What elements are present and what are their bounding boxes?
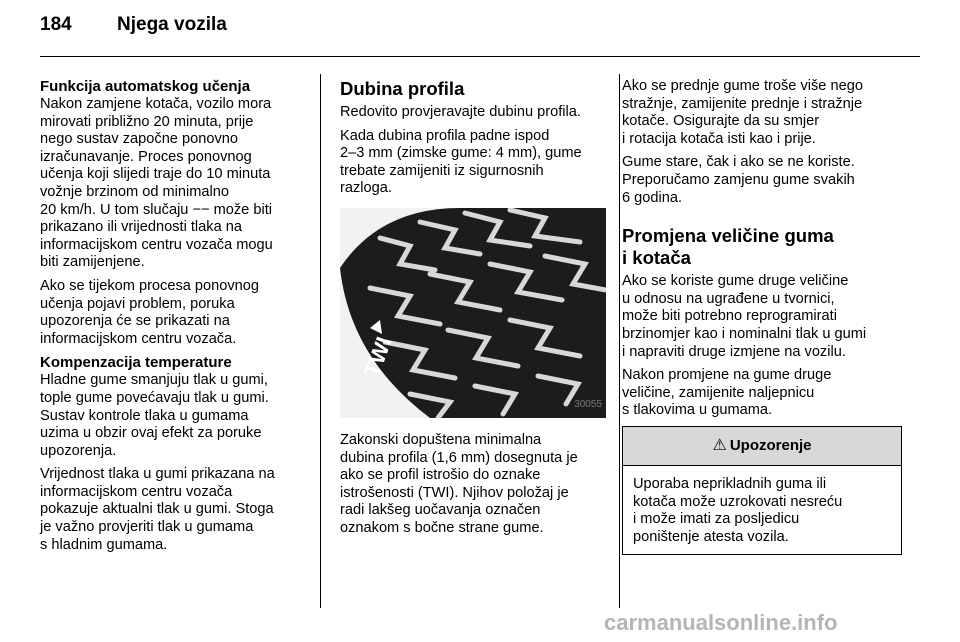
warning-text: Uporaba neprikladnih guma ili kotača može uzrokovati nesreću i može imati za posljedicu poništenje atesta vozila. <box>633 475 843 545</box>
text-part: može biti prikazano ili vrijednosti tlaka na informacijskom centru vozača mogu biti zamijenjene. <box>40 201 273 271</box>
text-part: Nakon zamjene kotača, vozilo mora mirovati približno 20 minuta, prije nego sustav započne ponovno izračunavanje. Proces ponovnog učenja koji slijedi traje do 10 minuta vožnje brzinom od minimalno 20 km/h. U tom slučaju <box>40 96 272 218</box>
tyre-tread-illustration <box>340 208 606 418</box>
paragraph-legal-minimum: Zakonski dopuštena minimalna dubina profila (1,6 mm) dosegnuta je ako se profil istrošio do oznake istrošenosti (TWI). Njihov položaj je radi lakšeg uočavanja označen oznakom s bočne strane gume. <box>340 431 578 536</box>
twi-marking: TWI <box>359 333 397 380</box>
column-1 <box>40 78 308 560</box>
warning-title: Upozorenje <box>729 437 812 455</box>
column-3 <box>622 78 904 555</box>
paragraph-auto-learn <box>40 96 308 272</box>
watermark: carmanualsonline.info <box>604 610 838 635</box>
paragraph-relearn-problem: Ako se tijekom procesa ponovnog učenja pojavi problem, poruka upozorenja će se prikazati na informacijskom centru vozača. <box>40 277 260 347</box>
column-2 <box>340 78 608 544</box>
chapter-title: Njega vozila <box>117 14 227 35</box>
paragraph-pressure-value: Vrijednost tlaka u gumi prikazana na informacijskom centru vozača pokazuje aktualni tlak u gumi. Stoga je važno provjeriti tlak u gumama s hladnim gumama. <box>40 466 275 553</box>
warning-triangle-icon: ⚠ <box>712 437 727 455</box>
paragraph-temperature: Hladne gume smanjuju tlak u gumi, tople gume povećavaju tlak u gumi. Sustav kontrole tlaka u gumama uzima u obzir ovaj efekt za poruke upozorenja. <box>40 372 269 459</box>
paragraph-replace-label: Nakon promjene na gume druge veličine, zamijenite naljepnicu s tlakovima u gumama. <box>622 367 832 419</box>
paragraph-check-tread: Redovito provjeravajte dubinu profila. <box>340 104 581 120</box>
warning-box <box>622 426 902 555</box>
heading-size-change: Promjena veličine guma i kotača <box>622 225 834 269</box>
heading-tread-depth: Dubina profila <box>340 78 465 99</box>
heading-auto-learn: Funkcija automatskog učenja <box>40 78 251 95</box>
tyre-tread-figure <box>340 208 606 418</box>
column-divider-2 <box>619 74 620 608</box>
page-number: 184 <box>40 14 72 35</box>
heading-temperature: Kompenzacija temperature <box>40 354 232 372</box>
paragraph-tyre-age: Gume stare, čak i ako se ne koriste. Preporučamo zamjenu gume svakih 6 godina. <box>622 154 855 206</box>
paragraph-front-wear: Ako se prednje gume troše više nego stražnje, zamijenite prednje i stražnje kotače. Osigurajte da su smjer i rotacija kotača isti kao i prije. <box>622 78 863 147</box>
figure-number: 30055 <box>574 399 602 411</box>
header-rule <box>40 56 920 57</box>
paragraph-other-sizes: Ako se koriste gume druge veličine u odnosu na ugrađene u tvornici, može biti potrebno reprogramirati brzinomjer kao i nominalni tlak u gumi i napraviti druge izmjene na vozilu. <box>622 273 867 360</box>
paragraph-tread-limit: Kada dubina profila padne ispod 2–3 mm (zimske gume: 4 mm), gume trebate zamijeniti iz sigurnosnih razloga. <box>340 127 582 197</box>
warning-header <box>623 427 901 466</box>
column-divider-1 <box>320 74 321 608</box>
dash-symbol: −− <box>188 201 214 218</box>
